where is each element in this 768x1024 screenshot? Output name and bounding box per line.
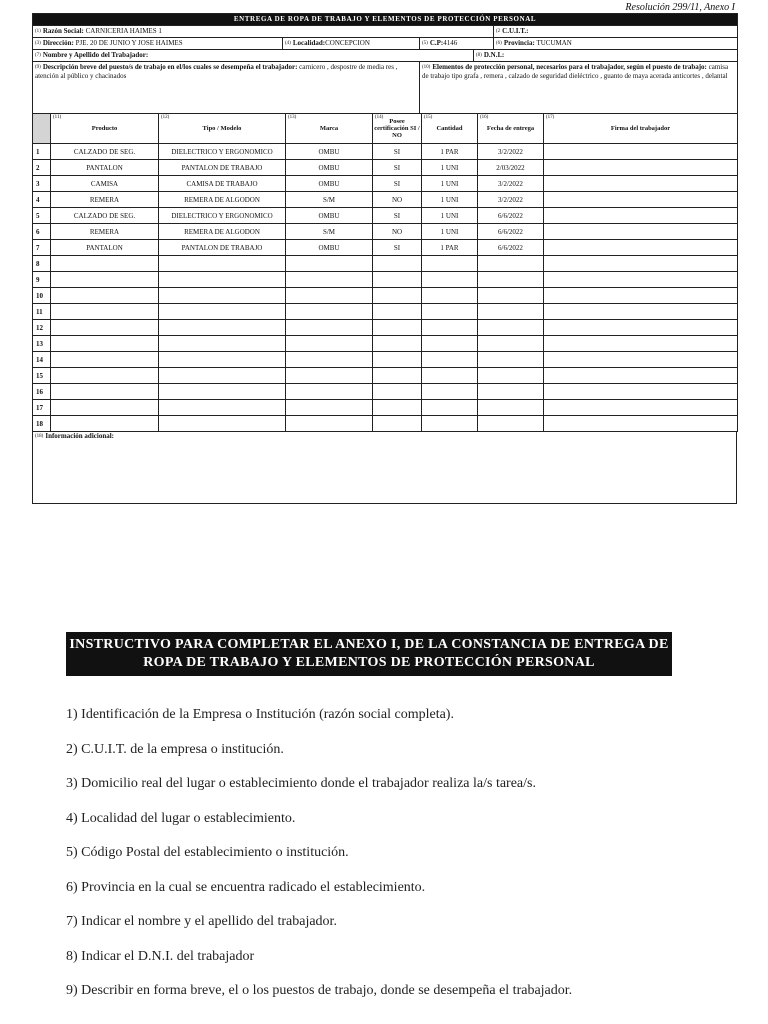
additional-info-field[interactable]: $^{(18)}$ Información adicional: xyxy=(33,431,737,504)
table-row xyxy=(33,304,738,320)
cell-tipo[interactable]: DIELECTRICO Y ERGONOMICO xyxy=(159,208,286,224)
cell-cert[interactable]: SI xyxy=(373,176,422,192)
cell-marca[interactable] xyxy=(286,384,373,400)
instruction-step: 4) Localidad del lugar o establecimiento. xyxy=(66,810,296,826)
cell-marca[interactable] xyxy=(286,336,373,352)
column-label: Producto xyxy=(91,125,118,132)
column-number: (15) xyxy=(424,115,433,120)
localidad-field[interactable]: $^{(4)}$ Localidad:CONCEPCION xyxy=(283,38,420,50)
cell-fecha[interactable] xyxy=(478,256,544,272)
cell-tipo[interactable]: PANTALON DE TRABAJO xyxy=(159,160,286,176)
column-number: (16) xyxy=(480,115,489,120)
instruction-step: 5) Código Postal del establecimiento o institución. xyxy=(66,845,349,860)
cell-cantidad[interactable] xyxy=(422,368,478,384)
cell-fecha[interactable]: 6/6/2022 xyxy=(478,208,544,224)
instructions-list xyxy=(66,706,746,1017)
cell-cert[interactable] xyxy=(373,288,422,304)
cell-cantidad[interactable] xyxy=(422,320,478,336)
cell-cert[interactable] xyxy=(373,352,422,368)
cell-tipo[interactable] xyxy=(159,320,286,336)
row-number: 4 xyxy=(33,192,51,208)
cell-producto[interactable]: CAMISA xyxy=(51,176,159,192)
cell-cert[interactable]: SI xyxy=(373,208,422,224)
cell-firma[interactable] xyxy=(544,368,738,384)
cell-cert[interactable]: NO xyxy=(373,224,422,240)
cell-tipo[interactable] xyxy=(159,352,286,368)
row-number: 11 xyxy=(33,304,51,320)
cuit-field[interactable]: $^{(2}$ C.U.I.T.: xyxy=(494,26,738,38)
cell-marca[interactable]: OMBU xyxy=(286,160,373,176)
cell-marca[interactable]: OMBU xyxy=(286,144,373,160)
instruction-step: 6) Provincia en la cual se encuentra radicado el establecimiento. xyxy=(66,879,426,895)
cell-tipo[interactable] xyxy=(159,256,286,272)
column-label: Firma del trabajador xyxy=(610,125,671,132)
cell-producto[interactable] xyxy=(51,368,159,384)
cell-firma[interactable] xyxy=(544,336,738,352)
cell-tipo[interactable] xyxy=(159,384,286,400)
table-row xyxy=(33,272,738,288)
cell-producto[interactable]: PANTALON xyxy=(51,160,159,176)
cell-producto[interactable] xyxy=(51,416,159,432)
cell-cert[interactable] xyxy=(373,256,422,272)
row-number: 1 xyxy=(33,144,51,160)
column-number: (12) xyxy=(161,115,170,120)
cell-marca[interactable] xyxy=(286,352,373,368)
cell-cantidad[interactable]: 1 UNI xyxy=(422,160,478,176)
form-title: ENTREGA DE ROPA DE TRABAJO Y ELEMENTOS DE PROTECCIÓN PERSONAL xyxy=(33,14,738,26)
delivery-items-table xyxy=(32,113,738,432)
row-number: 5 xyxy=(33,208,51,224)
firma-header xyxy=(544,114,738,144)
cell-marca[interactable]: OMBU xyxy=(286,176,373,192)
column-label: Posee certificación SI / NO xyxy=(374,118,420,139)
column-label: Tipo / Modelo xyxy=(202,125,242,132)
cell-producto[interactable] xyxy=(51,256,159,272)
cell-firma[interactable] xyxy=(544,272,738,288)
cell-marca[interactable]: S/M xyxy=(286,224,373,240)
table-row xyxy=(33,400,738,416)
cell-cert[interactable] xyxy=(373,304,422,320)
row-number: 15 xyxy=(33,368,51,384)
row-number: 9 xyxy=(33,272,51,288)
table-row xyxy=(33,176,738,192)
cell-producto[interactable] xyxy=(51,272,159,288)
form-header-table xyxy=(32,13,738,114)
worker-name-field[interactable]: $^{(7)}$ Nombre y Apellido del Trabajador: xyxy=(33,50,474,62)
cell-fecha[interactable] xyxy=(478,416,544,432)
cell-fecha[interactable] xyxy=(478,352,544,368)
cell-marca[interactable] xyxy=(286,320,373,336)
cell-marca[interactable] xyxy=(286,368,373,384)
cell-cert[interactable] xyxy=(373,400,422,416)
cell-tipo[interactable] xyxy=(159,368,286,384)
row-number: 10 xyxy=(33,288,51,304)
table-row xyxy=(33,368,738,384)
resolution-reference: Resolución 299/11, Anexo I xyxy=(625,2,735,13)
table-row xyxy=(33,416,738,432)
instruction-step: 3) Domicilio real del lugar o establecimiento donde el trabajador realiza la/s tarea/s. xyxy=(66,776,536,791)
row-number: 6 xyxy=(33,224,51,240)
instruction-step: 9) Describir en forma breve, el o los puestos de trabajo, donde se desempeña el trabajador. xyxy=(66,983,573,998)
cell-marca[interactable] xyxy=(286,400,373,416)
cell-firma[interactable] xyxy=(544,320,738,336)
cell-firma[interactable] xyxy=(544,256,738,272)
cell-firma[interactable] xyxy=(544,240,738,256)
tipo-modelo-header xyxy=(159,114,286,144)
cell-producto[interactable] xyxy=(51,352,159,368)
row-number: 7 xyxy=(33,240,51,256)
cell-firma[interactable] xyxy=(544,176,738,192)
instruction-step: 7) Indicar el nombre y el apellido del trabajador. xyxy=(66,914,337,929)
cell-cert[interactable]: SI xyxy=(373,240,422,256)
cell-cantidad[interactable] xyxy=(422,416,478,432)
cell-tipo[interactable] xyxy=(159,336,286,352)
row-number: 18 xyxy=(33,416,51,432)
cell-fecha[interactable]: 6/6/2022 xyxy=(478,240,544,256)
cell-cantidad[interactable] xyxy=(422,288,478,304)
cell-firma[interactable] xyxy=(544,208,738,224)
provincia-field[interactable]: $^{(6)}$ Provincia: TUCUMAN xyxy=(494,38,738,50)
cell-tipo[interactable] xyxy=(159,272,286,288)
table-row xyxy=(33,352,738,368)
cell-fecha[interactable]: 2/03/2022 xyxy=(478,160,544,176)
cell-marca[interactable] xyxy=(286,288,373,304)
row-number: 2 xyxy=(33,160,51,176)
cell-producto[interactable]: PANTALON xyxy=(51,240,159,256)
cell-producto[interactable]: REMERA xyxy=(51,192,159,208)
cell-cert[interactable] xyxy=(373,384,422,400)
fecha-entrega-header xyxy=(478,114,544,144)
cell-marca[interactable]: S/M xyxy=(286,192,373,208)
row-number: 8 xyxy=(33,256,51,272)
cell-cert[interactable] xyxy=(373,336,422,352)
table-row xyxy=(33,336,738,352)
cell-tipo[interactable]: PANTALON DE TRABAJO xyxy=(159,240,286,256)
cell-firma[interactable] xyxy=(544,400,738,416)
cell-tipo[interactable]: REMERA DE ALGODON xyxy=(159,224,286,240)
cell-cantidad[interactable]: 1 PAR xyxy=(422,144,478,160)
table-row xyxy=(33,256,738,272)
cell-marca[interactable]: OMBU xyxy=(286,240,373,256)
table-row xyxy=(33,192,738,208)
cell-cantidad[interactable]: 1 UNI xyxy=(422,176,478,192)
producto-header xyxy=(51,114,159,144)
cell-firma[interactable] xyxy=(544,160,738,176)
cell-fecha[interactable] xyxy=(478,320,544,336)
cell-cert[interactable] xyxy=(373,368,422,384)
razon-social-value: CARNICERIA HAIMES 1 xyxy=(85,27,162,35)
cell-cantidad[interactable] xyxy=(422,384,478,400)
cell-tipo[interactable] xyxy=(159,288,286,304)
cell-producto[interactable] xyxy=(51,288,159,304)
cell-producto[interactable] xyxy=(51,336,159,352)
direccion-field[interactable]: $^{(3)}$ Dirección: PJE. 20 DE JUNIO Y JOSE HAIMES xyxy=(33,38,283,50)
marca-header xyxy=(286,114,373,144)
cell-cert[interactable] xyxy=(373,320,422,336)
cell-cert[interactable]: SI xyxy=(373,160,422,176)
row-number: 12 xyxy=(33,320,51,336)
cell-firma[interactable] xyxy=(544,288,738,304)
cell-firma[interactable] xyxy=(544,416,738,432)
table-row xyxy=(33,384,738,400)
table-row xyxy=(33,144,738,160)
instructions-title: INSTRUCTIVO PARA COMPLETAR EL ANEXO I, DE LA CONSTANCIA DE ENTREGA DE ROPA DE TRABAJO Y ELEMENTOS DE PROTECCIÓN PERSONAL xyxy=(66,632,672,676)
row-number: 14 xyxy=(33,352,51,368)
column-label: Fecha de entrega xyxy=(486,125,535,132)
cell-cantidad[interactable] xyxy=(422,272,478,288)
cell-tipo[interactable]: DIELECTRICO Y ERGONOMICO xyxy=(159,144,286,160)
cell-fecha[interactable]: 6/6/2022 xyxy=(478,224,544,240)
cell-firma[interactable] xyxy=(544,224,738,240)
cell-marca[interactable] xyxy=(286,416,373,432)
cell-cert[interactable] xyxy=(373,272,422,288)
row-number: 3 xyxy=(33,176,51,192)
cell-producto[interactable]: REMERA xyxy=(51,224,159,240)
cell-fecha[interactable] xyxy=(478,304,544,320)
table-row xyxy=(33,160,738,176)
cell-firma[interactable] xyxy=(544,384,738,400)
cell-cantidad[interactable] xyxy=(422,256,478,272)
additional-info-table xyxy=(32,431,737,504)
razon-social-field[interactable]: $^{(1)}$ Razón Social: CARNICERIA HAIMES 1 xyxy=(33,26,494,38)
cell-producto[interactable] xyxy=(51,320,159,336)
cell-cantidad[interactable]: 1 UNI xyxy=(422,192,478,208)
column-number: (14) xyxy=(375,115,384,120)
cell-fecha[interactable] xyxy=(478,336,544,352)
cell-cantidad[interactable] xyxy=(422,304,478,320)
column-number: (17) xyxy=(546,115,555,120)
column-number: (11) xyxy=(53,115,62,120)
cell-tipo[interactable]: REMERA DE ALGODON xyxy=(159,192,286,208)
cell-cert[interactable]: SI xyxy=(373,144,422,160)
dni-field[interactable]: $^{(8)}$ D.N.I.: xyxy=(474,50,738,62)
table-body xyxy=(33,144,738,432)
cell-cantidad[interactable] xyxy=(422,400,478,416)
column-label: Cantidad xyxy=(436,125,463,132)
cell-fecha[interactable] xyxy=(478,272,544,288)
instruction-step: 1) Identificación de la Empresa o Institución (razón social completa). xyxy=(66,707,454,722)
ppe-required-field[interactable]: $^{(10)}$ Elementos de protección personal, necesarios para el trabajador, según el puesto de trabajo: camisa de trabajo tipo grafa , remera , calzado de seguridad dieléctrico , guanto de maya acerada anticortes , delantal xyxy=(420,62,738,114)
cell-cantidad[interactable]: 1 UNI xyxy=(422,208,478,224)
cell-cert[interactable]: NO xyxy=(373,192,422,208)
cell-cantidad[interactable]: 1 UNI xyxy=(422,224,478,240)
column-number: (13) xyxy=(288,115,297,120)
row-number: 13 xyxy=(33,336,51,352)
cell-fecha[interactable]: 3/2/2022 xyxy=(478,176,544,192)
cell-fecha[interactable] xyxy=(478,368,544,384)
table-row xyxy=(33,224,738,240)
cell-fecha[interactable] xyxy=(478,400,544,416)
codigo-postal-field[interactable]: $^{(5)}$ C.P:4146 xyxy=(420,38,494,50)
cell-cantidad[interactable] xyxy=(422,352,478,368)
cell-producto[interactable] xyxy=(51,384,159,400)
cell-cert[interactable] xyxy=(373,416,422,432)
column-label: Marca xyxy=(319,125,339,132)
row-number: 16 xyxy=(33,384,51,400)
row-number: 17 xyxy=(33,400,51,416)
cell-cantidad[interactable] xyxy=(422,336,478,352)
delivery-form xyxy=(32,3,737,504)
instruction-step: 8) Indicar el D.N.I. del trabajador xyxy=(66,948,255,964)
row-number-header xyxy=(33,114,51,144)
cell-cantidad[interactable]: 1 PAR xyxy=(422,240,478,256)
cell-marca[interactable] xyxy=(286,272,373,288)
cell-fecha[interactable] xyxy=(478,384,544,400)
cell-firma[interactable] xyxy=(544,144,738,160)
cell-tipo[interactable] xyxy=(159,304,286,320)
table-row xyxy=(33,320,738,336)
cell-firma[interactable] xyxy=(544,192,738,208)
cell-producto[interactable]: CALZADO DE SEG. xyxy=(51,208,159,224)
cell-producto[interactable]: CALZADO DE SEG. xyxy=(51,144,159,160)
instruction-step: 2) C.U.I.T. de la empresa o institución. xyxy=(66,741,284,757)
cell-fecha[interactable] xyxy=(478,288,544,304)
cell-tipo[interactable]: CAMISA DE TRABAJO xyxy=(159,176,286,192)
cell-producto[interactable] xyxy=(51,400,159,416)
cell-marca[interactable]: OMBU xyxy=(286,208,373,224)
cell-fecha[interactable]: 3/2/2022 xyxy=(478,144,544,160)
cell-producto[interactable] xyxy=(51,304,159,320)
table-row xyxy=(33,288,738,304)
cell-tipo[interactable] xyxy=(159,416,286,432)
cell-marca[interactable] xyxy=(286,256,373,272)
cell-firma[interactable] xyxy=(544,352,738,368)
certificacion-header xyxy=(373,114,422,144)
cell-firma[interactable] xyxy=(544,304,738,320)
table-row xyxy=(33,208,738,224)
cell-fecha[interactable]: 3/2/2022 xyxy=(478,192,544,208)
cell-marca[interactable] xyxy=(286,304,373,320)
job-description-field[interactable]: $^{(9)}$ Descripción breve del puesto/s de trabajo en el/los cuales se desempeña el trabajador: carnicero , despostre de media res , atención al público y chacinados xyxy=(33,62,420,114)
table-header-row xyxy=(33,114,738,144)
cantidad-header xyxy=(422,114,478,144)
cell-tipo[interactable] xyxy=(159,400,286,416)
table-row xyxy=(33,240,738,256)
